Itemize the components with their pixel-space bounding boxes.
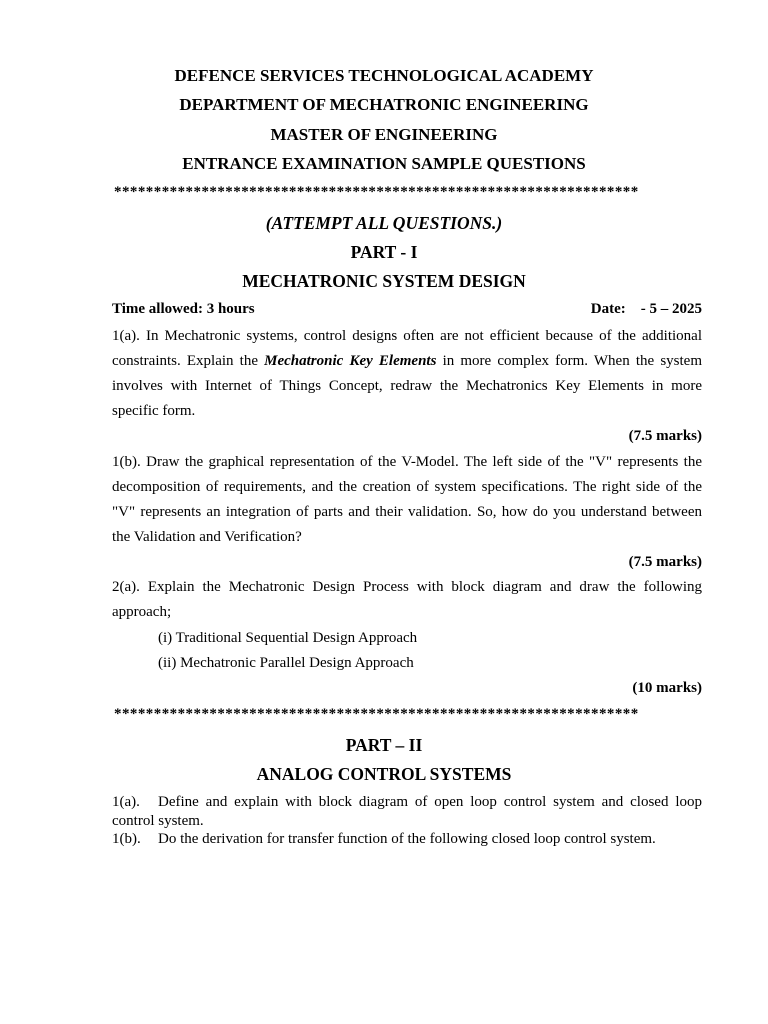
separator-bottom: ****************************************************************** xyxy=(114,706,639,722)
time-allowed: Time allowed: 3 hours xyxy=(112,301,255,317)
q1b-line2: decomposition of requirements, and the creation of system specifications. The right side of the xyxy=(112,479,702,495)
part2-subject: ANALOG CONTROL SYSTEMS xyxy=(256,764,512,784)
q2a-item2: (ii) Mechatronic Parallel Design Approach xyxy=(158,655,414,671)
exam-date: Date: - 5 – 2025 xyxy=(590,301,702,317)
p2-q1a-line1 xyxy=(112,793,702,811)
q1a-line2 xyxy=(112,352,702,370)
degree-name: MASTER OF ENGINEERING xyxy=(270,125,498,144)
q1b-line4: the Validation and Verification? xyxy=(112,529,302,545)
p2-q1b-line xyxy=(112,830,702,848)
part2-title: PART – II xyxy=(345,735,423,755)
q1b-line1: 1(b). Draw the graphical representation of the V-Model. The left side of the "V" represents the xyxy=(112,454,702,470)
p2-q1b-text: Do the derivation for transfer function of the following closed loop control system. xyxy=(158,831,656,847)
department-name: DEPARTMENT OF MECHATRONIC ENGINEERING xyxy=(179,95,589,114)
q2a-line2: approach; xyxy=(112,604,172,620)
q1a-line3: involves with Internet of Things Concept, redraw the Mechatronics Key Elements in more xyxy=(112,378,702,394)
instruction: (ATTEMPT ALL QUESTIONS.) xyxy=(265,213,503,233)
q2a-item1: (i) Traditional Sequential Design Approach xyxy=(158,630,418,646)
q1a-line2-post: in more complex form. When the system xyxy=(436,353,702,369)
separator-top: ****************************************************************** xyxy=(114,184,639,200)
p2-q1a-text: Define and explain with block diagram of open loop control system and closed loop xyxy=(158,794,702,810)
q1b-marks: (7.5 marks) xyxy=(628,554,702,570)
q1a-line1: 1(a). In Mechatronic systems, control designs often are not efficient because of the additional xyxy=(112,328,702,344)
part1-title: PART - I xyxy=(350,242,418,262)
academy-name: DEFENCE SERVICES TECHNOLOGICAL ACADEMY xyxy=(174,66,594,85)
p2-q1a-line2: control system. xyxy=(112,813,204,829)
q2a-line1: 2(a). Explain the Mechatronic Design Process with block diagram and draw the following xyxy=(112,579,702,595)
q1a-line2-pre: constraints. Explain the xyxy=(112,353,265,369)
p2-q1b-number: 1(b). xyxy=(112,831,141,847)
q1a-emphasis: Mechatronic Key Elements xyxy=(264,353,437,369)
exam-title: ENTRANCE EXAMINATION SAMPLE QUESTIONS xyxy=(182,154,586,173)
q2a-marks: (10 marks) xyxy=(632,680,702,696)
part1-subject: MECHATRONIC SYSTEM DESIGN xyxy=(242,271,526,291)
q1a-marks: (7.5 marks) xyxy=(628,428,702,444)
time-date-row xyxy=(112,300,702,318)
q1a-line4: specific form. xyxy=(112,403,196,419)
p2-q1a-number: 1(a). xyxy=(112,794,140,810)
q1b-line3: "V" represents an integration of parts and their validation. So, how do you understand between xyxy=(112,504,702,520)
